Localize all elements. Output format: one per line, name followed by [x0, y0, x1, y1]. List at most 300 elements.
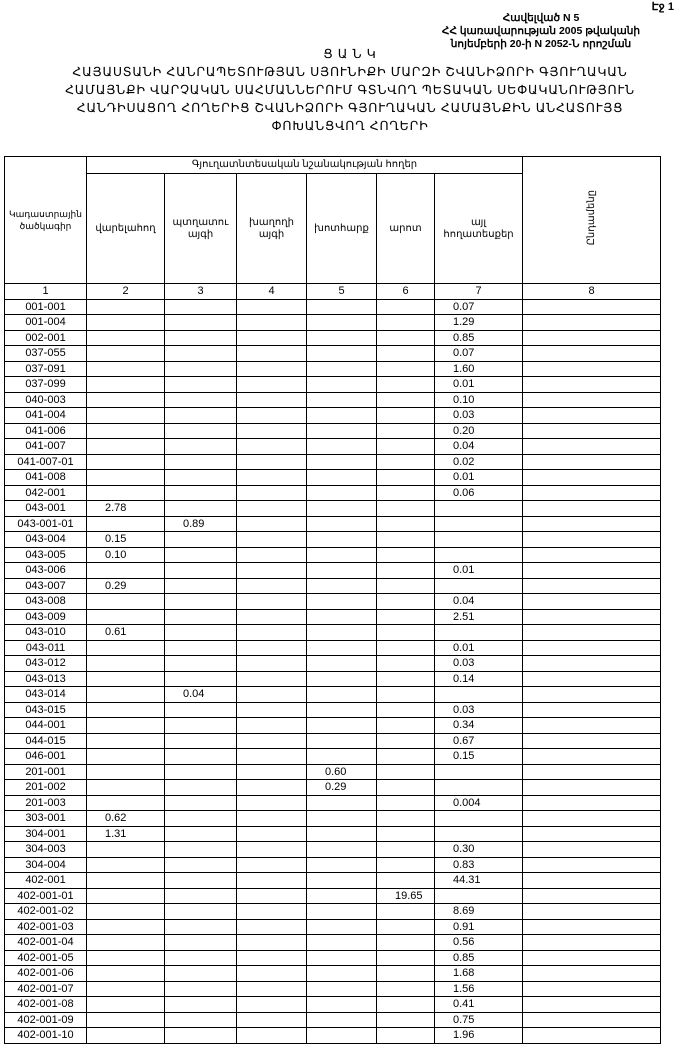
- orchard-cell: [165, 594, 237, 610]
- arable-cell: [87, 935, 165, 951]
- table-row: [5, 547, 661, 563]
- hayfield-cell: [307, 439, 377, 455]
- orchard-cell: [165, 780, 237, 796]
- vineyard-cell: [237, 454, 307, 470]
- orchard-cell: [165, 578, 237, 594]
- vineyard-cell: [237, 966, 307, 982]
- column-number-row: [5, 284, 661, 300]
- cadastral-code-cell: 046-001: [5, 749, 87, 765]
- orchard-cell: [165, 640, 237, 656]
- other-lands-cell: 0.01: [435, 377, 523, 393]
- table-row: [5, 392, 661, 408]
- arable-cell: [87, 950, 165, 966]
- header-hayfield: խոտհարք: [307, 174, 377, 284]
- vineyard-cell: [237, 888, 307, 904]
- arable-cell: [87, 795, 165, 811]
- other-lands-cell: [435, 532, 523, 548]
- other-lands-cell: 0.03: [435, 702, 523, 718]
- vineyard-cell: [237, 935, 307, 951]
- total-cell: [523, 315, 661, 331]
- orchard-cell: [165, 361, 237, 377]
- vineyard-cell: [237, 764, 307, 780]
- total-cell: [523, 625, 661, 641]
- orchard-cell: [165, 439, 237, 455]
- pasture-cell: [377, 764, 435, 780]
- vineyard-cell: [237, 1028, 307, 1044]
- total-cell: [523, 423, 661, 439]
- pasture-cell: [377, 315, 435, 331]
- total-cell: [523, 609, 661, 625]
- cadastral-code-cell: 043-010: [5, 625, 87, 641]
- hayfield-cell: [307, 671, 377, 687]
- total-cell: [523, 811, 661, 827]
- pasture-cell: [377, 532, 435, 548]
- hayfield-cell: [307, 981, 377, 997]
- other-lands-cell: 0.03: [435, 656, 523, 672]
- total-cell: [523, 764, 661, 780]
- hayfield-cell: [307, 625, 377, 641]
- hayfield-cell: [307, 826, 377, 842]
- pasture-cell: [377, 702, 435, 718]
- pasture-cell: [377, 671, 435, 687]
- arable-cell: [87, 377, 165, 393]
- cadastral-code-cell: 043-001-01: [5, 516, 87, 532]
- hayfield-cell: [307, 330, 377, 346]
- total-cell: [523, 718, 661, 734]
- hayfield-cell: 0.60: [307, 764, 377, 780]
- table-row: [5, 904, 661, 920]
- other-lands-cell: 1.60: [435, 361, 523, 377]
- document-title: [40, 45, 660, 135]
- cadastral-code-cell: 201-002: [5, 780, 87, 796]
- pasture-cell: [377, 997, 435, 1013]
- vineyard-cell: [237, 795, 307, 811]
- arable-cell: [87, 764, 165, 780]
- arable-cell: [87, 904, 165, 920]
- arable-cell: [87, 702, 165, 718]
- table-row: [5, 516, 661, 532]
- orchard-cell: [165, 935, 237, 951]
- other-lands-cell: 0.15: [435, 749, 523, 765]
- pasture-cell: [377, 346, 435, 362]
- vineyard-cell: [237, 439, 307, 455]
- hayfield-cell: [307, 408, 377, 424]
- total-cell: [523, 919, 661, 935]
- arable-cell: [87, 1012, 165, 1028]
- pasture-cell: [377, 330, 435, 346]
- pasture-cell: [377, 625, 435, 641]
- total-cell: [523, 299, 661, 315]
- hayfield-cell: [307, 997, 377, 1013]
- table-row: [5, 330, 661, 346]
- arable-cell: [87, 640, 165, 656]
- hayfield-cell: [307, 516, 377, 532]
- orchard-cell: [165, 733, 237, 749]
- table-row: [5, 842, 661, 858]
- other-lands-cell: [435, 811, 523, 827]
- orchard-cell: [165, 997, 237, 1013]
- header-vineyard: խաղողի այգի: [237, 174, 307, 284]
- hayfield-cell: [307, 687, 377, 703]
- cadastral-code-cell: 043-007: [5, 578, 87, 594]
- other-lands-cell: 0.01: [435, 470, 523, 486]
- title-heading: Ց Ա Ն Կ: [323, 47, 377, 61]
- vineyard-cell: [237, 780, 307, 796]
- arable-cell: [87, 485, 165, 501]
- pasture-cell: [377, 408, 435, 424]
- table-row: [5, 857, 661, 873]
- vineyard-cell: [237, 501, 307, 517]
- arable-cell: [87, 346, 165, 362]
- pasture-cell: [377, 299, 435, 315]
- table-row: [5, 919, 661, 935]
- total-cell: [523, 842, 661, 858]
- table-row: [5, 454, 661, 470]
- arable-cell: [87, 857, 165, 873]
- cadastral-code-cell: 041-004: [5, 408, 87, 424]
- cadastral-code-cell: 001-001: [5, 299, 87, 315]
- other-lands-cell: 0.10: [435, 392, 523, 408]
- total-cell: [523, 671, 661, 687]
- total-cell: [523, 702, 661, 718]
- table-row: [5, 346, 661, 362]
- total-cell: [523, 392, 661, 408]
- vineyard-cell: [237, 718, 307, 734]
- orchard-cell: [165, 1012, 237, 1028]
- header-total-label: Ընդամենը: [585, 190, 597, 246]
- orchard-cell: [165, 873, 237, 889]
- pasture-cell: [377, 501, 435, 517]
- other-lands-cell: [435, 547, 523, 563]
- vineyard-cell: [237, 485, 307, 501]
- cadastral-code-cell: 043-001: [5, 501, 87, 517]
- orchard-cell: [165, 532, 237, 548]
- vineyard-cell: [237, 408, 307, 424]
- cadastral-code-cell: 402-001-01: [5, 888, 87, 904]
- other-lands-cell: 8.69: [435, 904, 523, 920]
- other-lands-cell: [435, 625, 523, 641]
- vineyard-cell: [237, 857, 307, 873]
- vineyard-cell: [237, 904, 307, 920]
- other-lands-cell: 0.04: [435, 594, 523, 610]
- table-row: [5, 501, 661, 517]
- vineyard-cell: [237, 330, 307, 346]
- cadastral-code-cell: 041-007: [5, 439, 87, 455]
- vineyard-cell: [237, 702, 307, 718]
- vineyard-cell: [237, 563, 307, 579]
- arable-cell: [87, 470, 165, 486]
- vineyard-cell: [237, 826, 307, 842]
- other-lands-cell: 44.31: [435, 873, 523, 889]
- hayfield-cell: [307, 919, 377, 935]
- arable-cell: [87, 299, 165, 315]
- total-cell: [523, 594, 661, 610]
- table-row: [5, 826, 661, 842]
- table-row: [5, 718, 661, 734]
- header-cadastral-code: Կադաստրային ծածկագիր: [5, 157, 87, 284]
- pasture-cell: [377, 950, 435, 966]
- vineyard-cell: [237, 299, 307, 315]
- hayfield-cell: [307, 733, 377, 749]
- pasture-cell: [377, 981, 435, 997]
- hayfield-cell: [307, 532, 377, 548]
- hayfield-cell: [307, 888, 377, 904]
- hayfield-cell: [307, 609, 377, 625]
- orchard-cell: [165, 671, 237, 687]
- header-arable: վարելահող: [87, 174, 165, 284]
- orchard-cell: [165, 470, 237, 486]
- hayfield-cell: [307, 594, 377, 610]
- other-lands-cell: 0.20: [435, 423, 523, 439]
- cadastral-code-cell: 042-001: [5, 485, 87, 501]
- table-row: [5, 687, 661, 703]
- title-line: ՀԱՅԱՍՏԱՆԻ ՀԱՆՐԱՊԵՏՈՒԹՅԱՆ ՍՅՈՒՆԻՔԻ ՄԱՐԶԻ ՇՎԱՆԻՁՈՐԻ ԳՅՈՒՂԱԿԱՆ: [72, 65, 628, 79]
- hayfield-cell: [307, 454, 377, 470]
- hayfield-cell: [307, 935, 377, 951]
- orchard-cell: [165, 764, 237, 780]
- other-lands-cell: 0.85: [435, 950, 523, 966]
- arable-cell: [87, 454, 165, 470]
- column-number: 4: [237, 284, 307, 300]
- pasture-cell: [377, 904, 435, 920]
- pasture-cell: [377, 733, 435, 749]
- total-cell: [523, 1028, 661, 1044]
- orchard-cell: [165, 547, 237, 563]
- table-row: [5, 315, 661, 331]
- pasture-cell: [377, 919, 435, 935]
- cadastral-code-cell: 402-001-10: [5, 1028, 87, 1044]
- table-row: [5, 485, 661, 501]
- column-number: 8: [523, 284, 661, 300]
- total-cell: [523, 733, 661, 749]
- pasture-cell: [377, 857, 435, 873]
- other-lands-cell: 0.56: [435, 935, 523, 951]
- arable-cell: [87, 594, 165, 610]
- vineyard-cell: [237, 749, 307, 765]
- cadastral-code-cell: 043-015: [5, 702, 87, 718]
- vineyard-cell: [237, 578, 307, 594]
- header-agricultural-lands: Գյուղատնտեսական նշանակության հողեր: [87, 157, 523, 174]
- pasture-cell: [377, 439, 435, 455]
- hayfield-cell: [307, 299, 377, 315]
- orchard-cell: [165, 609, 237, 625]
- column-number: 3: [165, 284, 237, 300]
- table-row: [5, 749, 661, 765]
- cadastral-code-cell: 304-001: [5, 826, 87, 842]
- pasture-cell: [377, 454, 435, 470]
- orchard-cell: [165, 625, 237, 641]
- cadastral-code-cell: 043-006: [5, 563, 87, 579]
- table-row: [5, 578, 661, 594]
- table-row: [5, 873, 661, 889]
- table-row: [5, 888, 661, 904]
- vineyard-cell: [237, 547, 307, 563]
- pasture-cell: [377, 470, 435, 486]
- vineyard-cell: [237, 811, 307, 827]
- page-number: Էջ 1: [651, 1, 674, 13]
- cadastral-code-cell: 044-015: [5, 733, 87, 749]
- arable-cell: [87, 733, 165, 749]
- orchard-cell: [165, 299, 237, 315]
- total-cell: [523, 997, 661, 1013]
- vineyard-cell: [237, 609, 307, 625]
- other-lands-cell: [435, 764, 523, 780]
- appendix-line: Հավելված N 5: [502, 12, 580, 24]
- table-row: [5, 299, 661, 315]
- arable-cell: [87, 439, 165, 455]
- total-cell: [523, 687, 661, 703]
- arable-cell: [87, 330, 165, 346]
- total-cell: [523, 454, 661, 470]
- pasture-cell: [377, 1028, 435, 1044]
- cadastral-code-cell: 037-055: [5, 346, 87, 362]
- orchard-cell: [165, 811, 237, 827]
- hayfield-cell: [307, 423, 377, 439]
- pasture-cell: [377, 361, 435, 377]
- orchard-cell: [165, 888, 237, 904]
- table-row: [5, 966, 661, 982]
- title-line: ՀԱՄԱՅՆՔԻ ՎԱՐՉԱԿԱՆ ՍԱՀՄԱՆՆԵՐՈՒՄ ԳՏՆՎՈՂ ՊԵՏԱԿԱՆ ՍԵՓԱԿԱՆՈՒԹՅՈՒՆ: [65, 83, 635, 97]
- hayfield-cell: [307, 640, 377, 656]
- arable-cell: [87, 919, 165, 935]
- vineyard-cell: [237, 625, 307, 641]
- vineyard-cell: [237, 687, 307, 703]
- other-lands-cell: 0.30: [435, 842, 523, 858]
- orchard-cell: [165, 826, 237, 842]
- hayfield-cell: [307, 656, 377, 672]
- cadastral-code-cell: 043-008: [5, 594, 87, 610]
- orchard-cell: [165, 423, 237, 439]
- arable-cell: [87, 361, 165, 377]
- arable-cell: [87, 842, 165, 858]
- other-lands-cell: 0.67: [435, 733, 523, 749]
- other-lands-cell: 2.51: [435, 609, 523, 625]
- cadastral-code-cell: 402-001-09: [5, 1012, 87, 1028]
- orchard-cell: [165, 904, 237, 920]
- other-lands-cell: 0.07: [435, 299, 523, 315]
- total-cell: [523, 873, 661, 889]
- table-row: [5, 733, 661, 749]
- orchard-cell: [165, 330, 237, 346]
- other-lands-cell: 0.34: [435, 718, 523, 734]
- total-cell: [523, 981, 661, 997]
- pasture-cell: [377, 749, 435, 765]
- orchard-cell: [165, 842, 237, 858]
- other-lands-cell: 0.03: [435, 408, 523, 424]
- total-cell: [523, 547, 661, 563]
- total-cell: [523, 532, 661, 548]
- arable-cell: [87, 656, 165, 672]
- table-row: [5, 811, 661, 827]
- hayfield-cell: [307, 904, 377, 920]
- arable-cell: [87, 671, 165, 687]
- total-cell: [523, 950, 661, 966]
- hayfield-cell: [307, 470, 377, 486]
- other-lands-cell: 0.14: [435, 671, 523, 687]
- total-cell: [523, 966, 661, 982]
- other-lands-cell: 1.56: [435, 981, 523, 997]
- orchard-cell: [165, 377, 237, 393]
- pasture-cell: [377, 563, 435, 579]
- arable-cell: [87, 873, 165, 889]
- hayfield-cell: [307, 1012, 377, 1028]
- vineyard-cell: [237, 423, 307, 439]
- vineyard-cell: [237, 377, 307, 393]
- table-row: [5, 935, 661, 951]
- total-cell: [523, 904, 661, 920]
- arable-cell: [87, 392, 165, 408]
- pasture-cell: 19.65: [377, 888, 435, 904]
- table-row: [5, 423, 661, 439]
- pasture-cell: [377, 547, 435, 563]
- total-cell: [523, 780, 661, 796]
- vineyard-cell: [237, 532, 307, 548]
- hayfield-cell: [307, 857, 377, 873]
- orchard-cell: [165, 346, 237, 362]
- total-cell: [523, 888, 661, 904]
- cadastral-code-cell: 043-012: [5, 656, 87, 672]
- other-lands-cell: 1.29: [435, 315, 523, 331]
- other-lands-cell: [435, 780, 523, 796]
- table-row: [5, 609, 661, 625]
- hayfield-cell: 0.29: [307, 780, 377, 796]
- table-row: [5, 671, 661, 687]
- total-cell: [523, 408, 661, 424]
- table-row: [5, 780, 661, 796]
- other-lands-cell: 0.75: [435, 1012, 523, 1028]
- hayfield-cell: [307, 966, 377, 982]
- arable-cell: [87, 718, 165, 734]
- column-number: 1: [5, 284, 87, 300]
- column-number: 5: [307, 284, 377, 300]
- other-lands-cell: 1.96: [435, 1028, 523, 1044]
- pasture-cell: [377, 873, 435, 889]
- cadastral-code-cell: 043-014: [5, 687, 87, 703]
- title-line: ՀԱՆԴԻՍԱՑՈՂ ՀՈՂԵՐԻՑ ՇՎԱՆԻՁՈՐԻ ԳՅՈՒՂԱԿԱՆ ՀԱՄԱՅՆՔԻՆ ԱՆՀԱՏՈՒՅՑ: [76, 101, 624, 115]
- orchard-cell: [165, 857, 237, 873]
- cadastral-code-cell: 402-001-07: [5, 981, 87, 997]
- hayfield-cell: [307, 1028, 377, 1044]
- cadastral-code-cell: 043-005: [5, 547, 87, 563]
- vineyard-cell: [237, 392, 307, 408]
- vineyard-cell: [237, 594, 307, 610]
- total-cell: [523, 485, 661, 501]
- pasture-cell: [377, 594, 435, 610]
- vineyard-cell: [237, 361, 307, 377]
- table-row: [5, 1012, 661, 1028]
- other-lands-cell: 0.06: [435, 485, 523, 501]
- other-lands-cell: 0.04: [435, 439, 523, 455]
- cadastral-code-cell: 043-009: [5, 609, 87, 625]
- pasture-cell: [377, 842, 435, 858]
- hayfield-cell: [307, 578, 377, 594]
- cadastral-code-cell: 043-004: [5, 532, 87, 548]
- vineyard-cell: [237, 346, 307, 362]
- total-cell: [523, 826, 661, 842]
- total-cell: [523, 563, 661, 579]
- table-row: [5, 377, 661, 393]
- other-lands-cell: [435, 516, 523, 532]
- arable-cell: 0.62: [87, 811, 165, 827]
- pasture-cell: [377, 687, 435, 703]
- arable-cell: [87, 563, 165, 579]
- land-table: [4, 156, 661, 1044]
- hayfield-cell: [307, 377, 377, 393]
- arable-cell: [87, 315, 165, 331]
- pasture-cell: [377, 377, 435, 393]
- column-number: 6: [377, 284, 435, 300]
- arable-cell: [87, 408, 165, 424]
